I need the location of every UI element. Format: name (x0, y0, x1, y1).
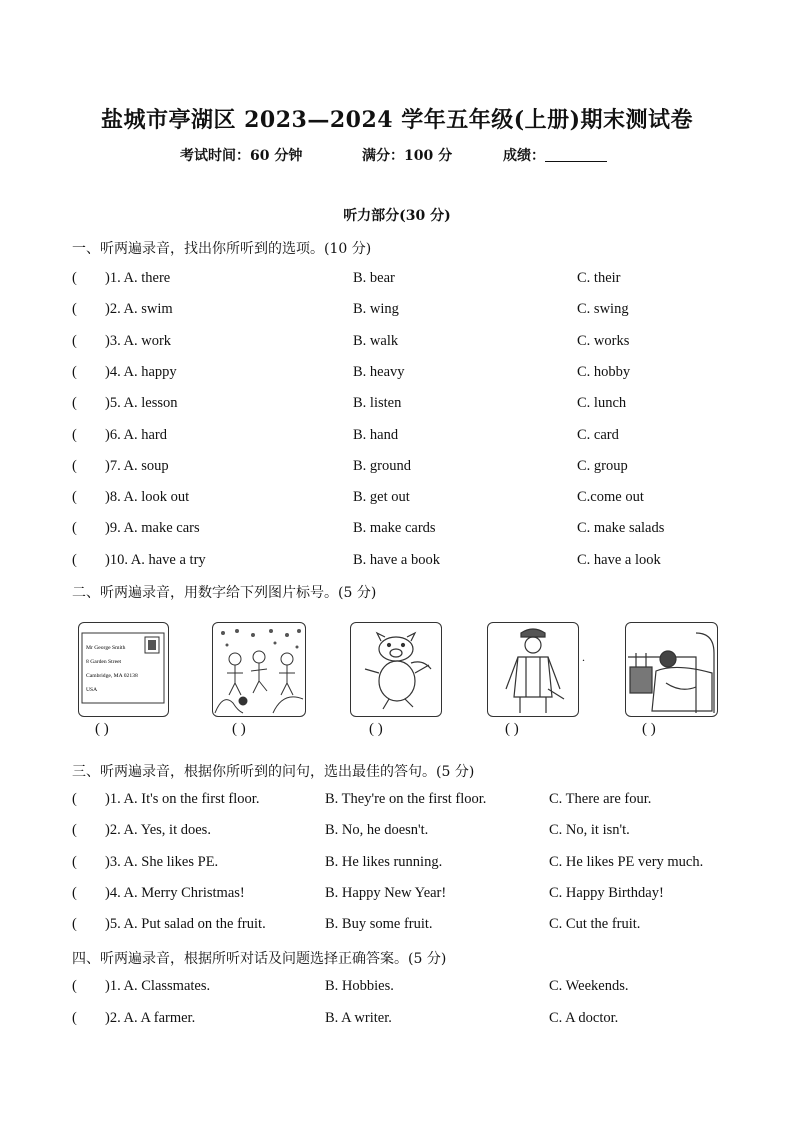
option-c: C. card (577, 426, 619, 443)
option-b: B. A writer. (325, 1010, 392, 1026)
option-a: )1. A. there (105, 270, 171, 286)
question-row (0, 364, 794, 384)
option-c: C. hobby (577, 363, 631, 380)
picture-pig-dancing (350, 622, 442, 717)
answer-paren[interactable]: ( (72, 426, 77, 443)
option-c: C. swing (577, 301, 629, 318)
option-c: C.come out (577, 489, 644, 506)
answer-blank-1[interactable]: ( ) (95, 721, 109, 737)
answer-paren[interactable]: ( (72, 332, 77, 349)
answer-paren[interactable]: ( (72, 520, 77, 537)
option-a: )5. A. lesson (105, 395, 178, 412)
full-score: 满分：100 分 (362, 148, 453, 164)
option-a: )7. A. soup (105, 457, 169, 474)
card-line-4: USA (86, 687, 98, 693)
option-c: C. A doctor. (549, 1010, 619, 1026)
grade-field (503, 145, 607, 165)
option-b: B. get out (353, 489, 410, 506)
picture-girl-sleeping (625, 622, 718, 717)
option-b: B. Happy New Year! (325, 884, 447, 901)
answer-blank-4[interactable]: ( ) (505, 721, 519, 737)
section1-title: 一、听两遍录音，找出你所听到的选项。(10 分) (72, 241, 372, 257)
answer-paren[interactable]: ( (72, 270, 77, 286)
question-row (0, 427, 794, 447)
option-a: )4. A. Merry Christmas! (105, 884, 245, 901)
section2-title: 二、听两遍录音，用数字给下列图片标号。(5 分) (72, 585, 377, 601)
answer-blank-5[interactable]: ( ) (642, 721, 656, 737)
option-a: )2. A. Yes, it does. (105, 822, 211, 839)
answer-blank-3[interactable]: ( ) (369, 721, 383, 737)
picture-worker (487, 622, 579, 717)
option-b: B. ground (353, 457, 411, 474)
section3-title: 三、听两遍录音，根据你所听到的问句，选出最佳的答句。(5 分) (72, 764, 475, 780)
card-line-2: 8 Garden Street (86, 659, 122, 665)
option-a: )10. A. have a try (105, 551, 206, 568)
option-c: C. group (577, 457, 628, 474)
question-row (0, 489, 794, 509)
question-row (0, 822, 794, 842)
question-row (0, 270, 794, 290)
question-row (0, 301, 794, 321)
answer-blank-2[interactable]: ( ) (232, 721, 246, 737)
grade-blank (545, 147, 607, 162)
answer-paren[interactable]: ( (72, 551, 77, 568)
exam-title: 盐城市亭湖区 2023—2024 学年五年级(上册)期末测试卷 (100, 107, 694, 133)
option-a: )8. A. look out (105, 489, 190, 506)
option-c: C. works (577, 332, 630, 349)
question-row (0, 395, 794, 415)
option-c: C. There are four. (549, 791, 652, 807)
option-a: )3. A. work (105, 332, 172, 349)
card-line-1: Mr George Smith (86, 645, 126, 651)
option-c: C. He likes PE very much. (549, 853, 704, 870)
answer-paren[interactable]: ( (72, 822, 77, 839)
grade-label: 成绩： (503, 148, 545, 164)
option-b: B. walk (353, 332, 399, 349)
option-b: B. Buy some fruit. (325, 916, 433, 933)
option-b: B. They're on the first floor. (325, 791, 487, 807)
answer-paren[interactable]: ( (72, 489, 77, 506)
answer-paren[interactable]: ( (72, 978, 77, 994)
question-row (0, 916, 794, 936)
option-a: )3. A. She likes PE. (105, 853, 219, 870)
question-row (0, 552, 794, 572)
picture-postcard (78, 622, 169, 717)
option-c: C. their (577, 270, 621, 286)
option-b: B. Hobbies. (325, 978, 394, 994)
option-b: B. make cards (353, 520, 436, 537)
option-c: C. Cut the fruit. (549, 916, 641, 933)
option-a: )9. A. make cars (105, 520, 200, 537)
answer-paren[interactable]: ( (72, 853, 77, 870)
option-b: B. have a book (353, 551, 440, 568)
option-a: )1. A. It's on the first floor. (105, 791, 260, 807)
question-row (0, 885, 794, 905)
option-b: B. bear (353, 270, 395, 286)
stray-dot: . (582, 650, 585, 664)
pig-icon (351, 623, 441, 716)
answer-paren[interactable]: ( (72, 301, 77, 318)
question-row (0, 458, 794, 478)
option-c: C. No, it isn't. (549, 822, 630, 839)
question-row (0, 854, 794, 874)
option-c: C. Happy Birthday! (549, 884, 664, 901)
question-row (0, 791, 794, 811)
picture-children-playing (212, 622, 306, 717)
question-row (0, 333, 794, 353)
option-b: B. No, he doesn't. (325, 822, 429, 839)
answer-paren[interactable]: ( (72, 916, 77, 933)
option-a: )2. A. A farmer. (105, 1010, 196, 1026)
question-row (0, 978, 794, 998)
section4-title: 四、听两遍录音，根据所听对话及问题选择正确答案。(5 分) (72, 951, 447, 967)
answer-paren[interactable]: ( (72, 457, 77, 474)
option-c: C. Weekends. (549, 978, 629, 994)
option-a: )2. A. swim (105, 301, 173, 318)
option-c: C. make salads (577, 520, 665, 537)
option-a: )6. A. hard (105, 426, 168, 443)
answer-paren[interactable]: ( (72, 1010, 77, 1026)
answer-paren[interactable]: ( (72, 395, 77, 412)
option-c: C. have a look (577, 551, 661, 568)
sleeping-icon (626, 623, 717, 716)
postcard-icon (79, 623, 168, 716)
option-a: )4. A. happy (105, 363, 177, 380)
children-playing-icon (213, 623, 305, 716)
listening-part-title: 听力部分(30 分) (343, 208, 451, 224)
answer-paren[interactable]: ( (72, 791, 77, 807)
option-a: )1. A. Classmates. (105, 978, 211, 994)
question-row (0, 520, 794, 540)
option-c: C. lunch (577, 395, 627, 412)
worker-icon (488, 623, 578, 716)
option-b: B. listen (353, 395, 402, 412)
option-b: B. wing (353, 301, 399, 318)
option-b: B. He likes running. (325, 853, 443, 870)
option-b: B. heavy (353, 363, 405, 380)
answer-paren[interactable]: ( (72, 363, 77, 380)
answer-paren[interactable]: ( (72, 884, 77, 901)
question-row (0, 1010, 794, 1030)
option-b: B. hand (353, 426, 399, 443)
exam-time: 考试时间：60 分钟 (180, 148, 303, 164)
option-a: )5. A. Put salad on the fruit. (105, 916, 266, 933)
card-line-3: Cambridge, MA 02138 (86, 673, 138, 679)
